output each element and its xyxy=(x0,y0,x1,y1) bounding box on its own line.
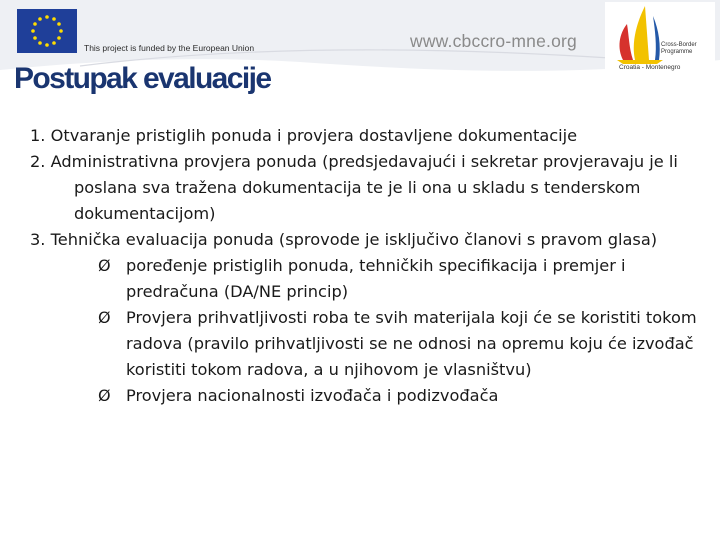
website-url[interactable]: www.cbccro-mne.org xyxy=(410,31,577,51)
sub-list-item-text: Provjera prihvatljivosti roba te svih materijala koji će se koristiti tokom radova (pravilo prihvatljivosti se ne odnosi na opremu koju će izvođač koristiti tokom radova, a u njihovom je vlasništvu) xyxy=(126,308,697,379)
arrow-bullet-icon: Ø xyxy=(98,308,111,327)
logo-text-line1: Cross-Border xyxy=(661,42,697,48)
list-item-text: Otvaranje pristiglih ponuda i provjera dostavljene dokumentacije xyxy=(50,126,578,145)
sub-list-item-text: poređenje pristiglih ponuda, tehničkih specifikacija i premjer i predračuna (DA/NE princip) xyxy=(126,256,626,301)
sub-list-item xyxy=(30,383,700,409)
sub-list-item xyxy=(30,305,700,383)
list-item-text: Administrativna provjera ponuda (predsjedavajući i sekretar provjeravaju je li poslana sva tražena dokumentacija te je li ona u skladu s tenderskom dokumentacijom) xyxy=(50,152,678,223)
list-item xyxy=(30,227,700,253)
list-item-number: 1. xyxy=(30,126,46,145)
programme-logo xyxy=(605,2,715,84)
list-item xyxy=(30,123,700,149)
logo-text-line3: Croatia - Montenegro xyxy=(619,64,681,71)
sub-list-item-text: Provjera nacionalnosti izvođača i podizvođača xyxy=(126,386,499,405)
logo-text-line2: Programme xyxy=(661,49,693,55)
sail-logo-icon xyxy=(605,2,715,84)
list-item-number: 3. xyxy=(30,230,46,249)
slide-body xyxy=(30,123,700,409)
list-item-number: 2. xyxy=(30,152,46,171)
list-item-text: Tehnička evaluacija ponuda (sprovode je isključivo članovi s pravom glasa) xyxy=(50,230,658,249)
arrow-bullet-icon: Ø xyxy=(98,256,111,275)
eu-flag-icon xyxy=(17,9,77,53)
slide-title: Postupak evaluacije xyxy=(14,62,271,95)
arrow-bullet-icon: Ø xyxy=(98,386,111,405)
funding-notice: This project is funded by the European Union xyxy=(84,43,255,53)
list-item xyxy=(30,149,700,227)
sub-list-item xyxy=(30,253,700,305)
